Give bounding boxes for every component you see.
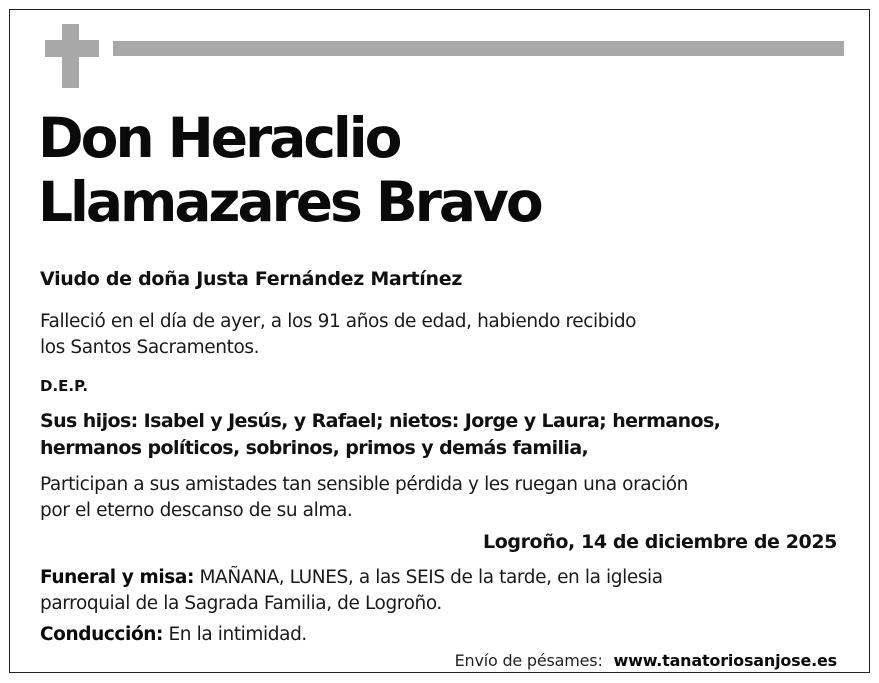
place-and-date: Logroño, 14 de diciembre de 2025 bbox=[483, 531, 837, 553]
funeral-line1: MAÑANA, LUNES, a las SEIS de la tarde, en la iglesia bbox=[199, 567, 663, 588]
funeral-paragraph bbox=[40, 565, 840, 617]
passed-away-line1: Falleció en el día de ayer, a los 91 años de edad, habiendo recibido bbox=[40, 311, 637, 332]
conduccion-paragraph bbox=[40, 622, 840, 648]
deceased-name-line1: Don Heraclio bbox=[38, 106, 400, 170]
conduccion-label: Conducción: bbox=[40, 624, 164, 645]
deceased-name-line2: Llamazares Bravo bbox=[38, 170, 541, 234]
widow-line: Viudo de doña Justa Fernández Martínez bbox=[40, 268, 463, 290]
passed-away-line2: los Santos Sacramentos. bbox=[40, 337, 260, 358]
deceased-name bbox=[38, 106, 541, 234]
family-line2: hermanos políticos, sobrinos, primos y demás familia, bbox=[40, 437, 589, 459]
condolences-line bbox=[455, 651, 837, 670]
header-divider-bar bbox=[113, 41, 844, 56]
family-paragraph bbox=[40, 408, 840, 462]
funeral-label: Funeral y misa: bbox=[40, 567, 195, 588]
cross-horizontal-beam bbox=[45, 40, 99, 57]
participate-line1: Participan a sus amistades tan sensible pérdida y les ruegan una oración bbox=[40, 474, 688, 495]
conduccion-text: En la intimidad. bbox=[168, 624, 307, 645]
condolences-website-link[interactable]: www.tanatoriosanjose.es bbox=[613, 651, 837, 670]
participate-paragraph bbox=[40, 472, 840, 524]
participate-line2: por el eterno descanso de su alma. bbox=[40, 500, 353, 521]
passed-away-paragraph bbox=[40, 309, 840, 361]
rip-abbreviation: D.E.P. bbox=[40, 377, 89, 395]
condolences-label: Envío de pésames: bbox=[454, 651, 603, 670]
funeral-line2: parroquial de la Sagrada Familia, de Logroño. bbox=[40, 593, 442, 614]
family-line1: Sus hijos: Isabel y Jesús, y Rafael; nietos: Jorge y Laura; hermanos, bbox=[40, 410, 721, 432]
